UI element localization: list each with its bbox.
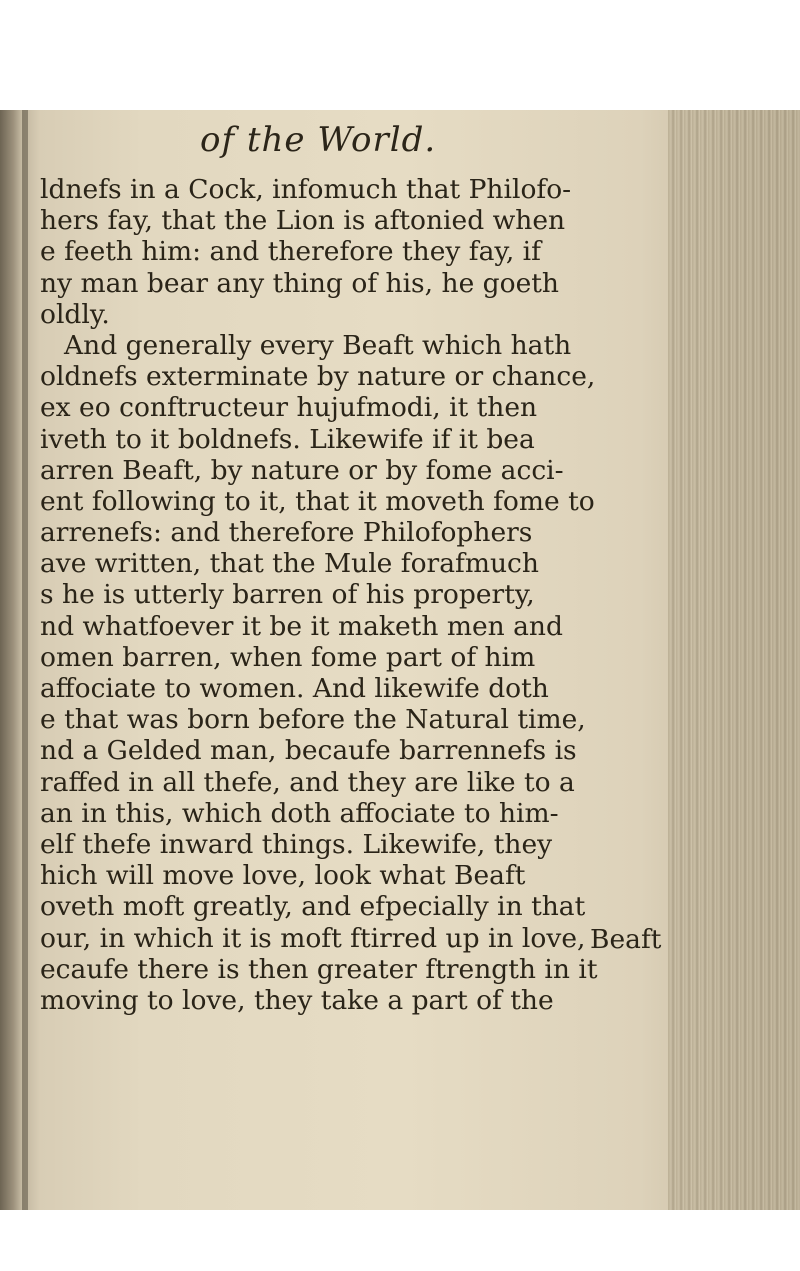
text-line: raffed in all thefe, and they are like to a xyxy=(40,766,575,798)
text-line: omen barren, when fome part of him xyxy=(40,641,536,673)
text-line: affociate to women. And likewife doth xyxy=(40,673,549,704)
page-fore-edge xyxy=(668,110,800,1210)
text-line: ny man bear any thing of his, he goeth xyxy=(40,267,559,299)
text-line: arren Beaft, by nature or by fome acci- xyxy=(40,454,564,486)
text-line: hers fay, that the Lion is aftonied when xyxy=(40,205,566,237)
text-line: an in this, which doth affociate to him- xyxy=(40,797,559,829)
body-text xyxy=(40,174,680,1016)
text-line: nd whatfoever it be it maketh men and xyxy=(40,610,563,642)
catchword: Beaft xyxy=(590,924,662,955)
text-line: oldly. xyxy=(40,298,110,330)
facing-page-edge xyxy=(0,110,22,1210)
text-line: oldnefs exterminate by nature or chance, xyxy=(40,361,596,393)
text-line: nd a Gelded man, becaufe barrennefs is xyxy=(40,735,577,767)
text-line: arrenefs: and therefore Philofophers xyxy=(40,517,533,549)
text-line: And generally every Beaft which hath xyxy=(64,329,572,361)
running-head: of the World. xyxy=(200,120,437,160)
book-gutter xyxy=(22,110,28,1210)
text-line: ecaufe there is then greater ftrength in it xyxy=(40,953,598,985)
text-line: e that was born before the Natural time, xyxy=(40,704,586,736)
text-line: our, in which it is moft ftirred up in love, xyxy=(40,922,586,954)
text-line: oveth moft greatly, and efpecially in that xyxy=(40,891,586,923)
text-line: moving to love, they take a part of the xyxy=(40,984,554,1016)
text-line: ent following to it, that it moveth fome to xyxy=(40,485,595,517)
text-line: hich will move love, look what Beaft xyxy=(40,860,526,892)
text-line: e feeth him: and therefore they fay, if xyxy=(40,236,541,268)
text-line: ave written, that the Mule forafmuch xyxy=(40,548,539,580)
text-line: iveth to it boldnefs. Likewife if it bea xyxy=(40,423,535,455)
text-line: s he is utterly barren of his property, xyxy=(40,579,535,611)
text-line: ex eo conftructeur hujufmodi, it then xyxy=(40,392,538,424)
text-line: elf thefe inward things. Likewife, they xyxy=(40,828,553,860)
text-line: ldnefs in a Cock, infomuch that Philofo- xyxy=(40,174,572,205)
